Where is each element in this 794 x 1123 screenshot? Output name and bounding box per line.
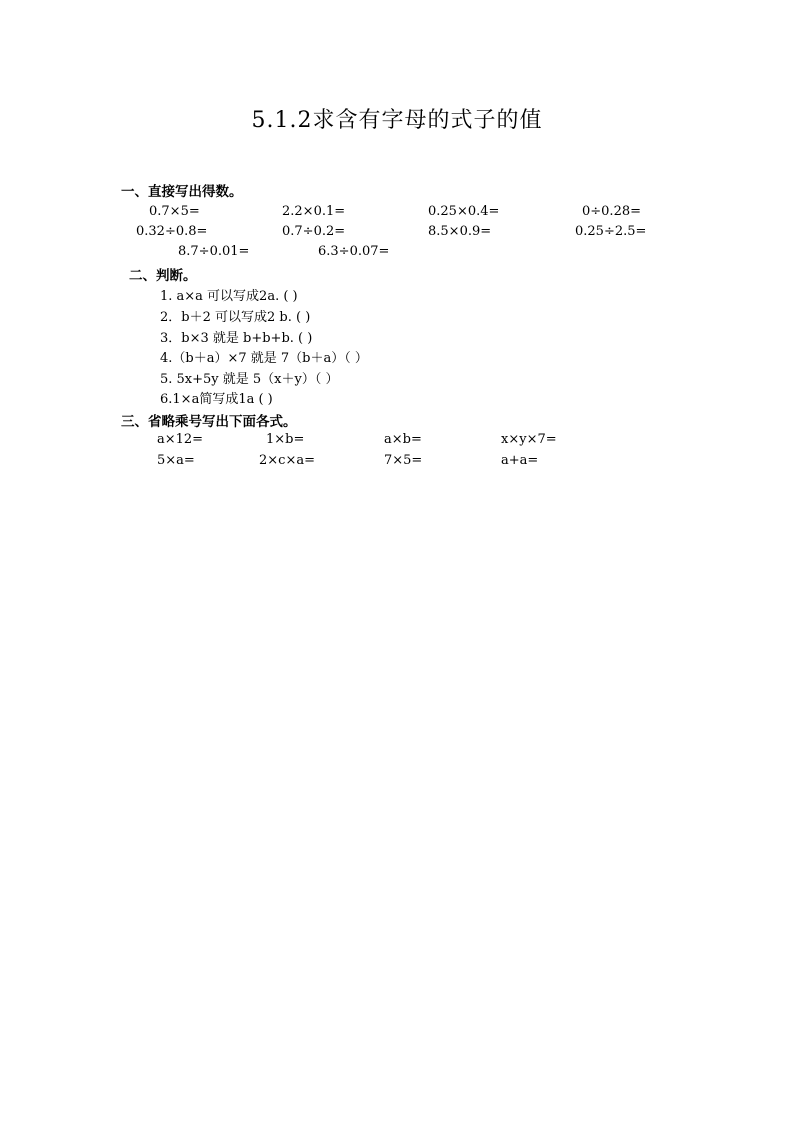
calc-item: 0.32÷0.8=: [136, 224, 208, 239]
judgement-item: 5. 5x+5y 就是 5（x＋y）（ ）: [160, 372, 339, 387]
judgement-item: 1. a×a 可以写成2a. ( ): [160, 289, 298, 304]
expression-item: x×y×7=: [501, 432, 557, 447]
expression-item: 5×a=: [157, 453, 195, 468]
section-heading-direct-answers: 一、直接写出得数。: [121, 184, 243, 200]
calc-item: 0.7÷0.2=: [282, 224, 346, 239]
section-heading-judgement: 二、判断。: [129, 268, 197, 284]
calc-item: 8.7÷0.01=: [178, 244, 250, 259]
expression-item: 7×5=: [384, 453, 423, 468]
expression-item: a×12=: [157, 432, 204, 447]
calc-item: 0÷0.28=: [582, 204, 642, 219]
judgement-item: 2．b＋2 可以写成2 b. ( ): [160, 310, 311, 325]
calc-item: 6.3÷0.07=: [318, 244, 390, 259]
calc-item: 0.25÷2.5=: [575, 224, 647, 239]
calc-item: 0.7×5=: [149, 204, 200, 219]
judgement-item: 6.1×a简写成1a ( ): [160, 392, 273, 407]
calc-item: 8.5×0.9=: [428, 224, 492, 239]
expression-item: a×b=: [384, 432, 422, 447]
section-heading-omit-multiplication: 三、省略乘号写出下面各式。: [121, 414, 297, 430]
expression-item: 1×b=: [266, 432, 305, 447]
judgement-item: 3．b×3 就是 b+b+b. ( ): [160, 331, 313, 346]
expression-item: a+a=: [501, 453, 539, 468]
calc-item: 0.25×0.4=: [428, 204, 500, 219]
judgement-item: 4.（b＋a）×7 就是 7（b＋a）（ ）: [160, 351, 368, 366]
page-title: 5.1.2求含有字母的式子的值: [251, 108, 543, 133]
expression-item: 2×c×a=: [259, 453, 315, 468]
calc-item: 2.2×0.1=: [282, 204, 346, 219]
